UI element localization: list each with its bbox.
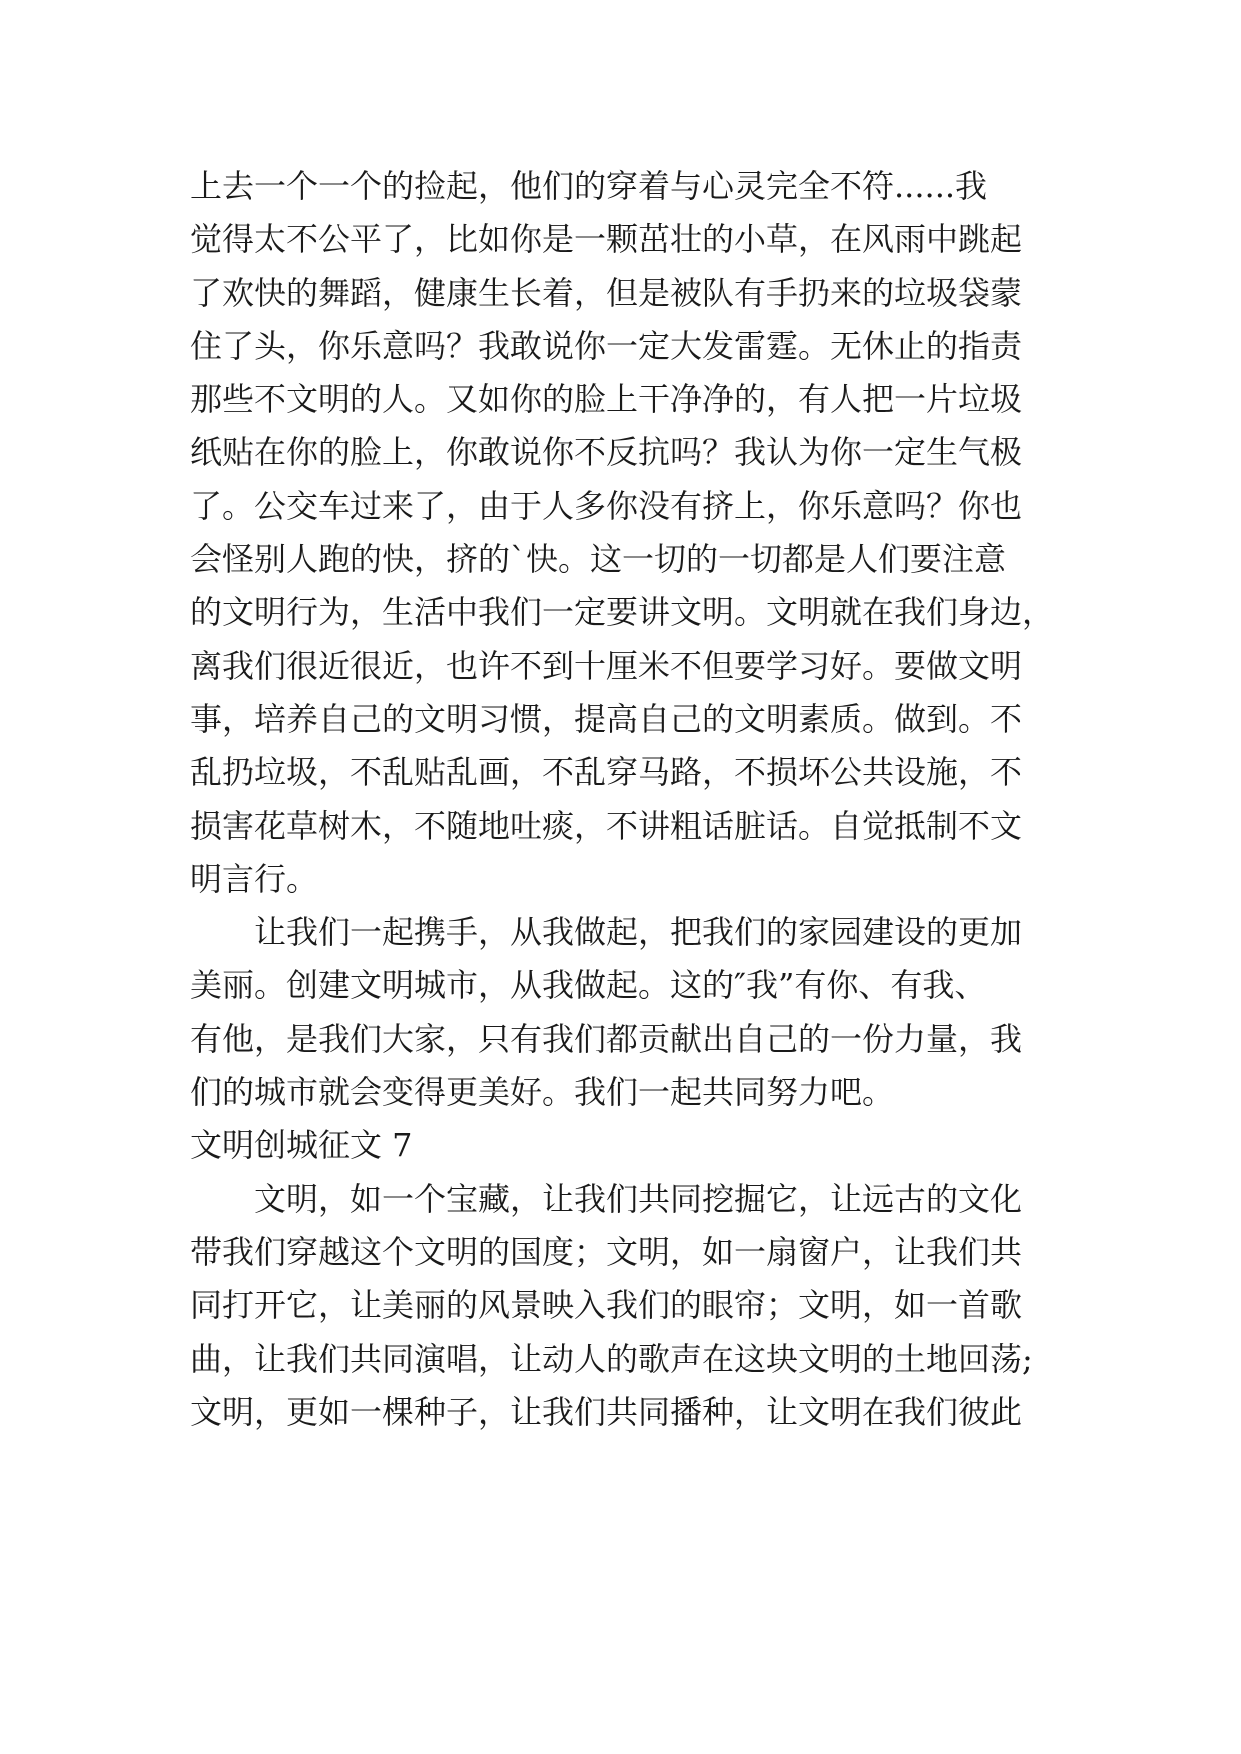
text-line: 事，培养自己的文明习惯，提高自己的文明素质。做到。不 <box>190 699 1023 738</box>
text-line: 带我们穿越这个文明的国度；文明，如一扇窗户，让我们共 <box>190 1232 1023 1271</box>
text-line: 上去一个一个的捡起，他们的穿着与心灵完全不符......我 <box>190 167 988 205</box>
text-line: 纸贴在你的脸上，你敢说你不反抗吗？我认为你一定生气极 <box>190 433 1023 472</box>
text-line: 损害花草树木，不随地吐痰，不讲粗话脏话。自觉抵制不文 <box>190 806 1023 845</box>
text-line: 了。公交车过来了，由于人多你没有挤上，你乐意吗？你也 <box>190 486 1023 525</box>
text-line: 们的城市就会变得更美好。我们一起共同努力吧。 <box>190 1073 895 1112</box>
section-heading: 文明创城征文 7 <box>190 1126 413 1165</box>
document-body <box>190 160 1060 1439</box>
text-line: 那些不文明的人。又如你的脸上干净净的，有人把一片垃圾 <box>190 380 1023 419</box>
text-line: 同打开它，让美丽的风景映入我们的眼帘；文明，如一首歌 <box>190 1286 1023 1325</box>
text-line: 乱扔垃圾，不乱贴乱画，不乱穿马路，不损坏公共设施，不 <box>190 753 1023 792</box>
text-line: 明言行。 <box>190 859 319 898</box>
text-line: 离我们很近很近，也许不到十厘米不但要学习好。要做文明 <box>190 646 1023 685</box>
paragraph-first-line: 让我们一起携手，从我做起，把我们的家园建设的更加 <box>254 913 1023 952</box>
text-line: 住了头，你乐意吗？我敢说你一定大发雷霆。无休止的指责 <box>190 326 1023 365</box>
text-line: 觉得太不公平了，比如你是一颗茁壮的小草，在风雨中跳起 <box>190 220 1023 259</box>
paragraph-first-line: 文明，如一个宝藏，让我们共同挖掘它，让远古的文化 <box>254 1179 1023 1218</box>
text-line: 文明，更如一棵种子，让我们共同播种，让文明在我们彼此 <box>190 1392 1023 1431</box>
text-line: 曲，让我们共同演唱，让动人的歌声在这块文明的土地回荡; <box>190 1339 1033 1378</box>
text-line: 有他，是我们大家，只有我们都贡献出自己的一份力量，我 <box>190 1019 1023 1058</box>
text-line: 了欢快的舞蹈，健康生长着，但是被队有手扔来的垃圾袋蒙 <box>190 273 1023 312</box>
text-line: 会怪别人跑的快，挤的`快。这一切的一切都是人们要注意 <box>190 540 1007 579</box>
text-line: 的文明行为，生活中我们一定要讲文明。文明就在我们身边， <box>190 593 1055 632</box>
text-line: 美丽。创建文明城市，从我做起。这的″我”有你、有我、 <box>190 966 987 1005</box>
